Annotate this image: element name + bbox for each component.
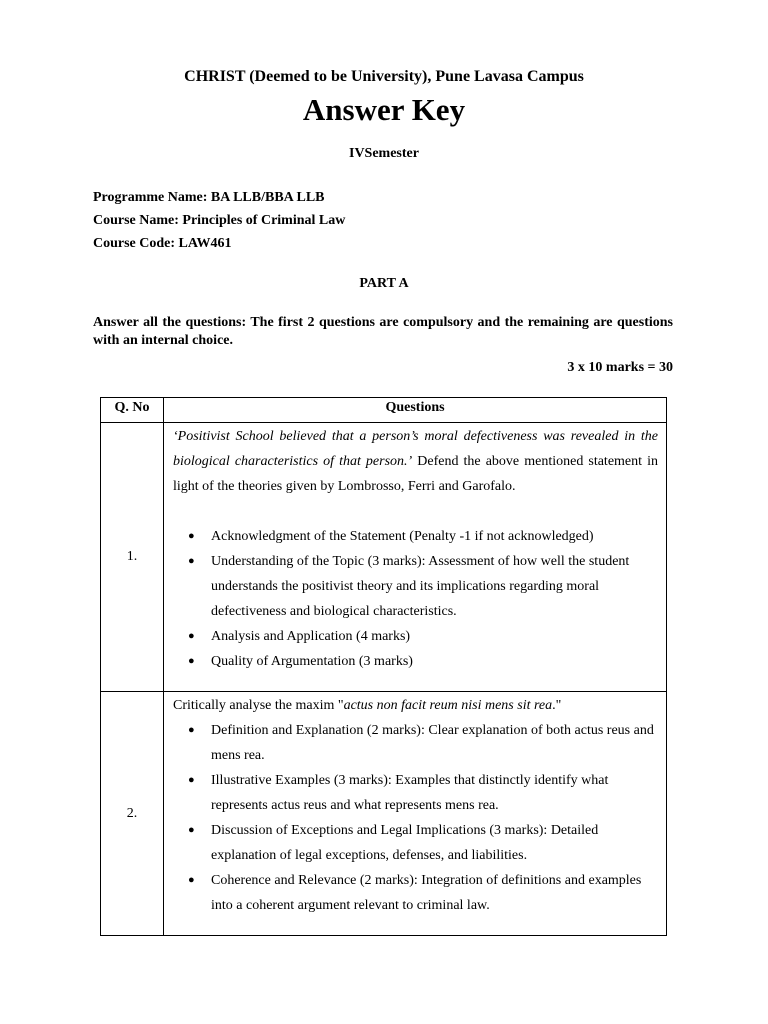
bullet-icon: ●	[188, 630, 195, 642]
question-cell	[164, 692, 667, 936]
criteria-list	[165, 718, 665, 918]
criterion-text: Quality of Argumentation (3 marks)	[211, 654, 413, 669]
bullet-icon: ●	[188, 824, 195, 836]
column-header-questions: Questions	[164, 398, 667, 423]
course-name: Course Name: Principles of Criminal Law	[93, 213, 346, 228]
bullet-icon: ●	[188, 774, 195, 786]
question-instruction: Defend the above mentioned statement in light of the theories given by Lombrosso, Ferri and Garofalo.	[173, 454, 658, 494]
list-item	[165, 549, 657, 624]
bullet-icon: ●	[188, 555, 195, 567]
bullet-icon: ●	[188, 655, 195, 667]
questions-table	[100, 397, 667, 936]
list-item	[165, 818, 657, 868]
bullet-icon: ●	[188, 530, 195, 542]
table-row	[101, 423, 667, 692]
question-prefix: Critically analyse the maxim "	[173, 698, 344, 713]
column-header-qno: Q. No	[101, 398, 164, 423]
criterion-text: Analysis and Application (4 marks)	[211, 629, 411, 644]
university-name: CHRIST (Deemed to be University), Pune Lavasa Campus	[184, 68, 584, 85]
question-cell	[164, 423, 667, 692]
bullet-icon: ●	[188, 874, 195, 886]
criteria-list	[165, 524, 665, 674]
question-number: 1.	[101, 423, 164, 692]
criterion-text: Acknowledgment of the Statement (Penalty -1 if not acknowledged)	[211, 529, 594, 544]
question-text	[165, 424, 665, 499]
semester-label: IVSemester	[349, 146, 419, 161]
list-item	[165, 718, 657, 768]
question-suffix: ."	[552, 698, 562, 713]
programme-name: Programme Name: BA LLB/BBA LLB	[93, 190, 325, 205]
question-quote: ‘Positivist School believed that a person’s moral defectiveness was revealed in the biological characteristics of that person.’	[173, 429, 658, 469]
marks-summary: 3 x 10 marks = 30	[567, 360, 673, 375]
maxim-text: actus non facit reum nisi mens sit rea	[343, 698, 553, 713]
part-heading: PART A	[359, 276, 409, 291]
table-header-row	[101, 398, 667, 423]
page-title: Answer Key	[302, 92, 466, 127]
criterion-text: Definition and Explanation (2 marks): Clear explanation of both actus reus and mens rea.	[211, 723, 654, 763]
list-item	[165, 649, 657, 674]
instructions: Answer all the questions: The first 2 questions are compulsory and the remaining are questions with an internal choice.	[93, 315, 673, 348]
criterion-text: Understanding of the Topic (3 marks): Assessment of how well the student understands the positivist theory and its implications regarding moral defectiveness and biological characteristics.	[211, 554, 630, 619]
criterion-text: Discussion of Exceptions and Legal Implications (3 marks): Detailed explanation of legal exceptions, defenses, and liabilities.	[211, 823, 599, 863]
list-item	[165, 524, 657, 549]
list-item	[165, 624, 657, 649]
list-item	[165, 868, 657, 918]
list-item	[165, 768, 657, 818]
criterion-text: Illustrative Examples (3 marks): Examples that distinctly identify what represents actus reus and what represents mens rea.	[211, 773, 609, 813]
bullet-icon: ●	[188, 724, 195, 736]
question-text	[165, 693, 665, 718]
question-number: 2.	[101, 692, 164, 936]
course-code: Course Code: LAW461	[93, 236, 232, 251]
table-row	[101, 692, 667, 936]
spacer	[165, 499, 665, 524]
criterion-text: Coherence and Relevance (2 marks): Integration of definitions and examples into a coherent argument relevant to criminal law.	[211, 873, 642, 913]
